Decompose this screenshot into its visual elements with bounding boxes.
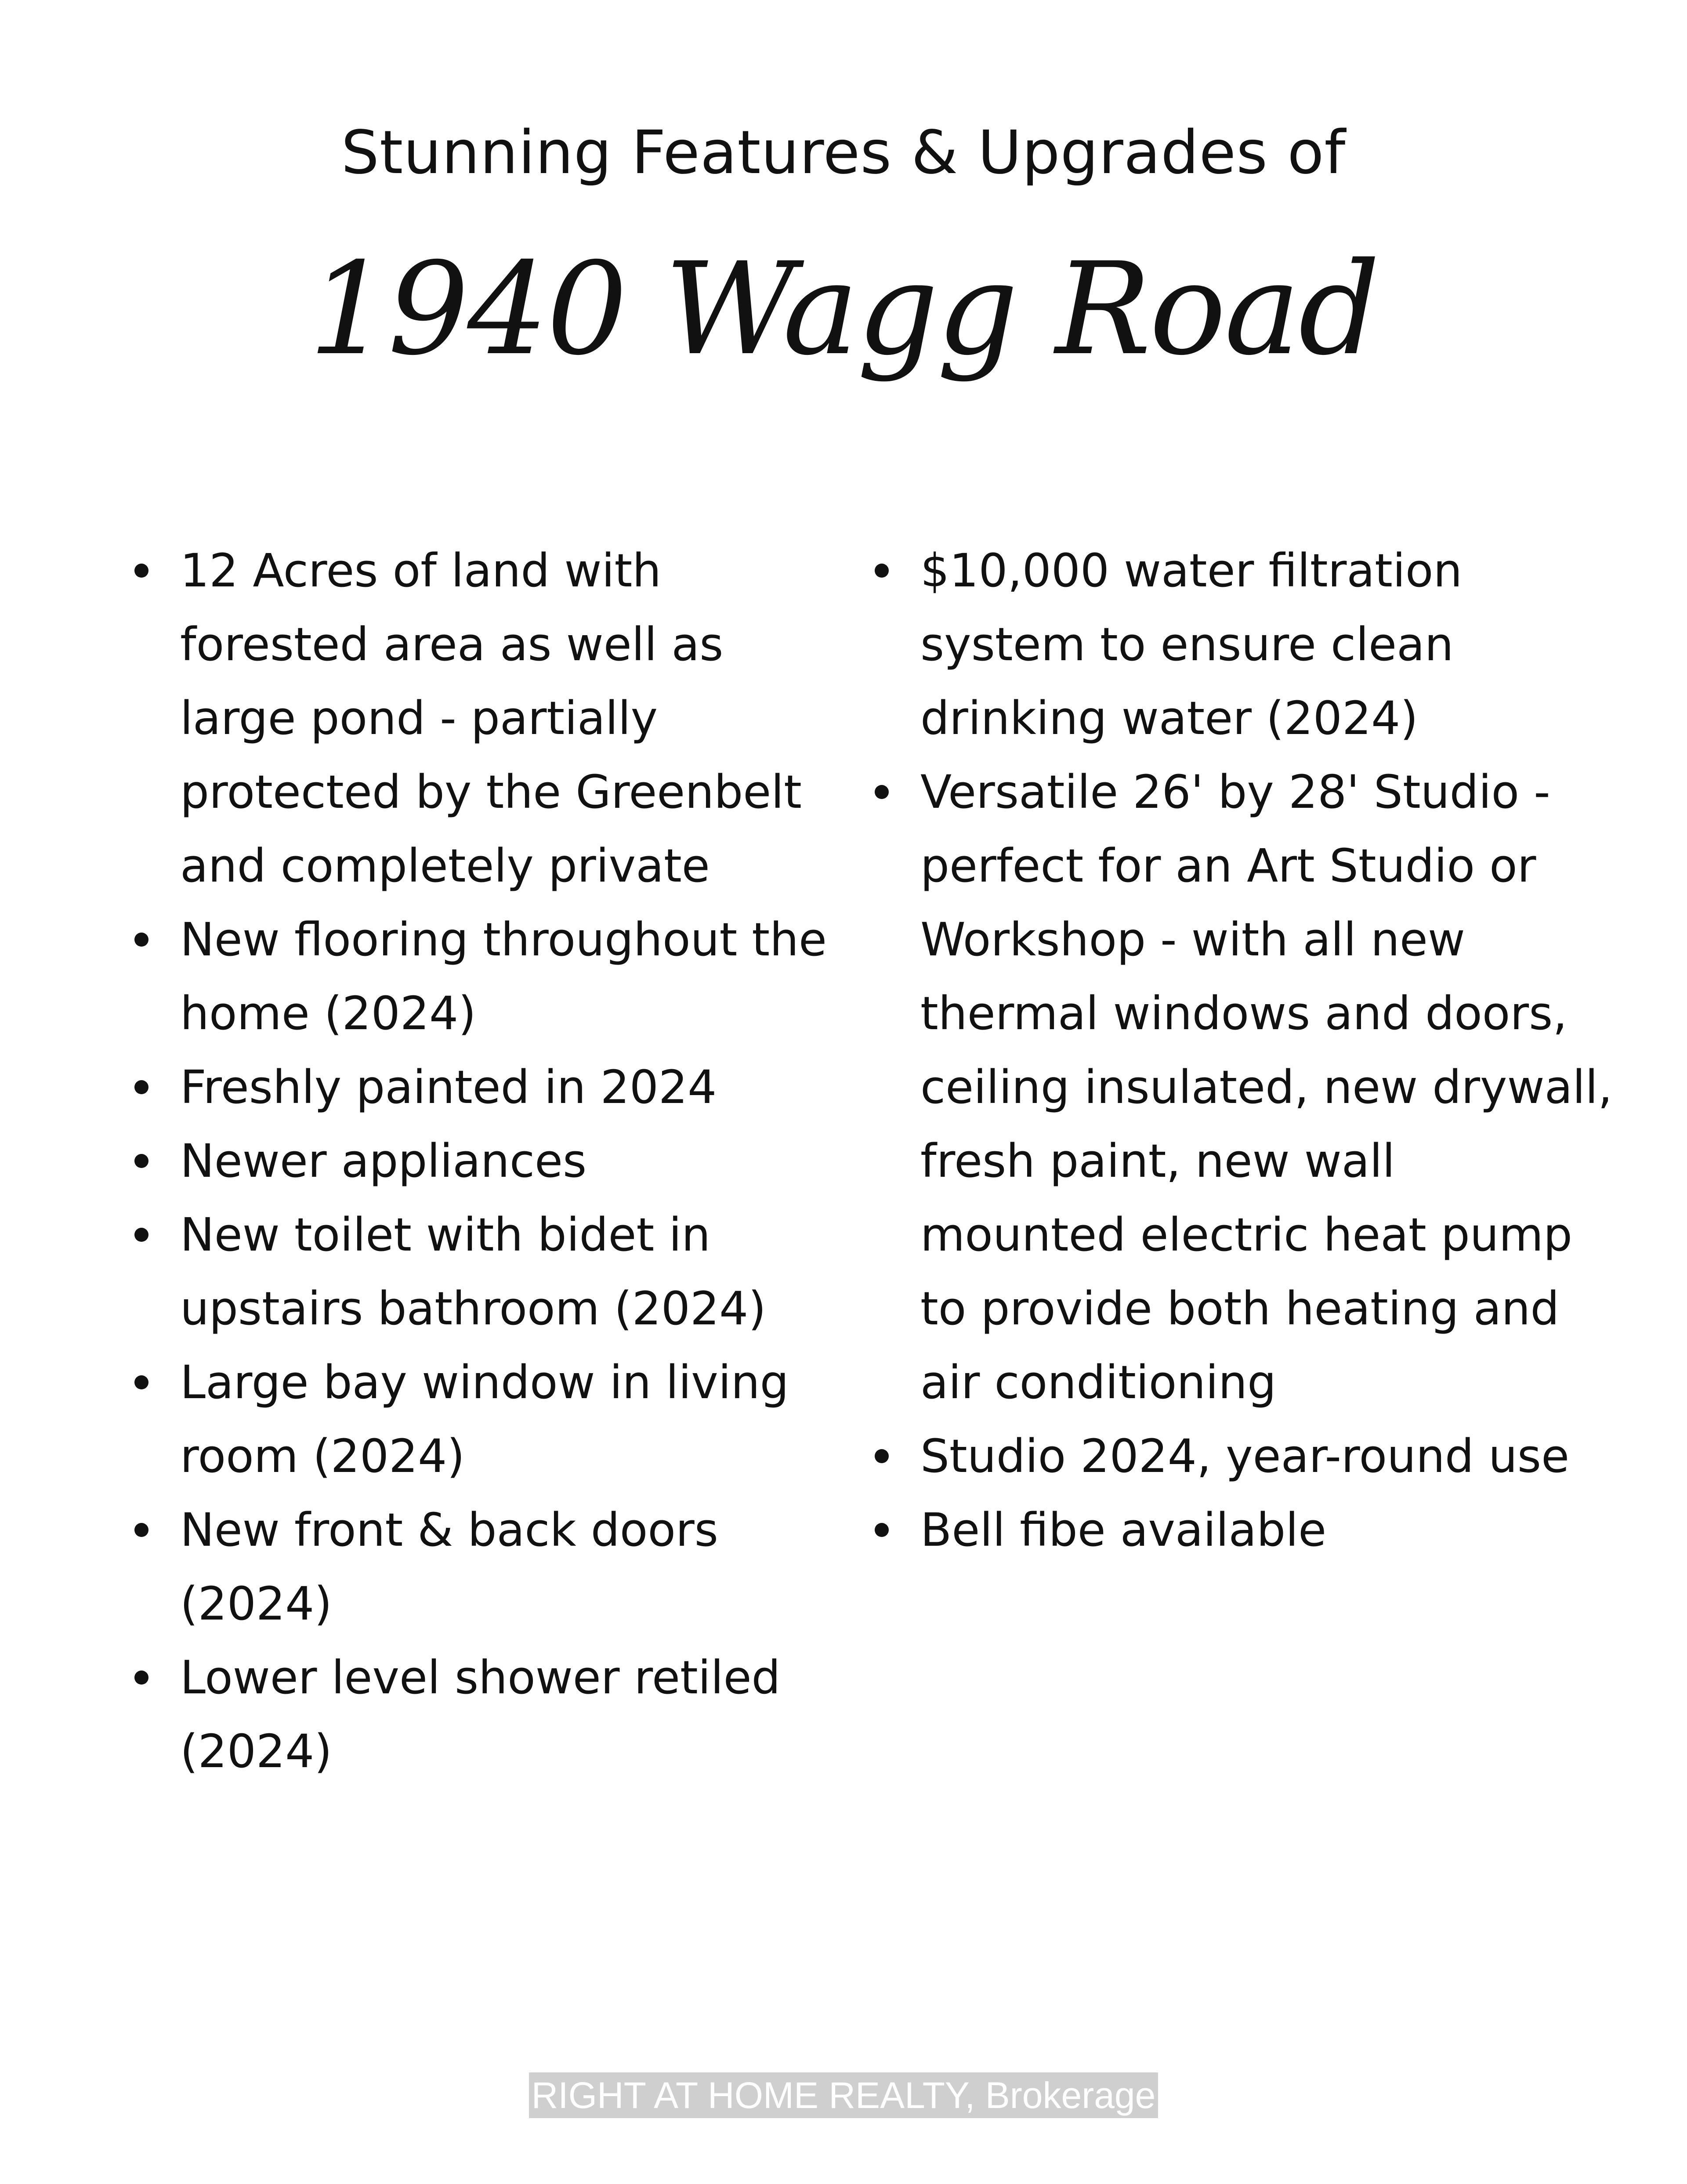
list-item: Large bay window in living room (2024) — [127, 1345, 839, 1493]
list-item: New toilet with bidet in upstairs bathroom (2024) — [127, 1198, 839, 1345]
list-item: Studio 2024, year-round use — [868, 1419, 1615, 1493]
list-item: Newer appliances — [127, 1124, 839, 1198]
list-item: New flooring throughout the home (2024) — [127, 903, 839, 1050]
feature-list-left — [127, 534, 839, 1788]
page-title-address: 1940 Wagg Road — [308, 235, 1379, 383]
brokerage-label: RIGHT AT HOME REALTY, Brokerage — [529, 2072, 1158, 2118]
list-item: $10,000 water filtration system to ensure clean drinking water (2024) — [868, 534, 1615, 755]
page-subtitle: Stunning Features & Upgrades of — [341, 118, 1346, 188]
list-item: 12 Acres of land with forested area as well as large pond - partially protected by the Greenbelt and completely private — [127, 534, 839, 903]
list-item: Freshly painted in 2024 — [127, 1050, 839, 1124]
list-item: New front & back doors (2024) — [127, 1493, 839, 1641]
list-item: Lower level shower retiled (2024) — [127, 1641, 839, 1788]
list-item: Bell fibe available — [868, 1493, 1615, 1567]
feature-list-right — [868, 534, 1615, 1567]
list-item: Versatile 26' by 28' Studio - perfect for an Art Studio or Workshop - with all new thermal windows and doors, ceiling insulated, new drywall, fresh paint, new wall mounted electric heat pump to provide both heating and air conditioning — [868, 755, 1615, 1419]
brokerage-footer — [0, 2072, 1687, 2118]
